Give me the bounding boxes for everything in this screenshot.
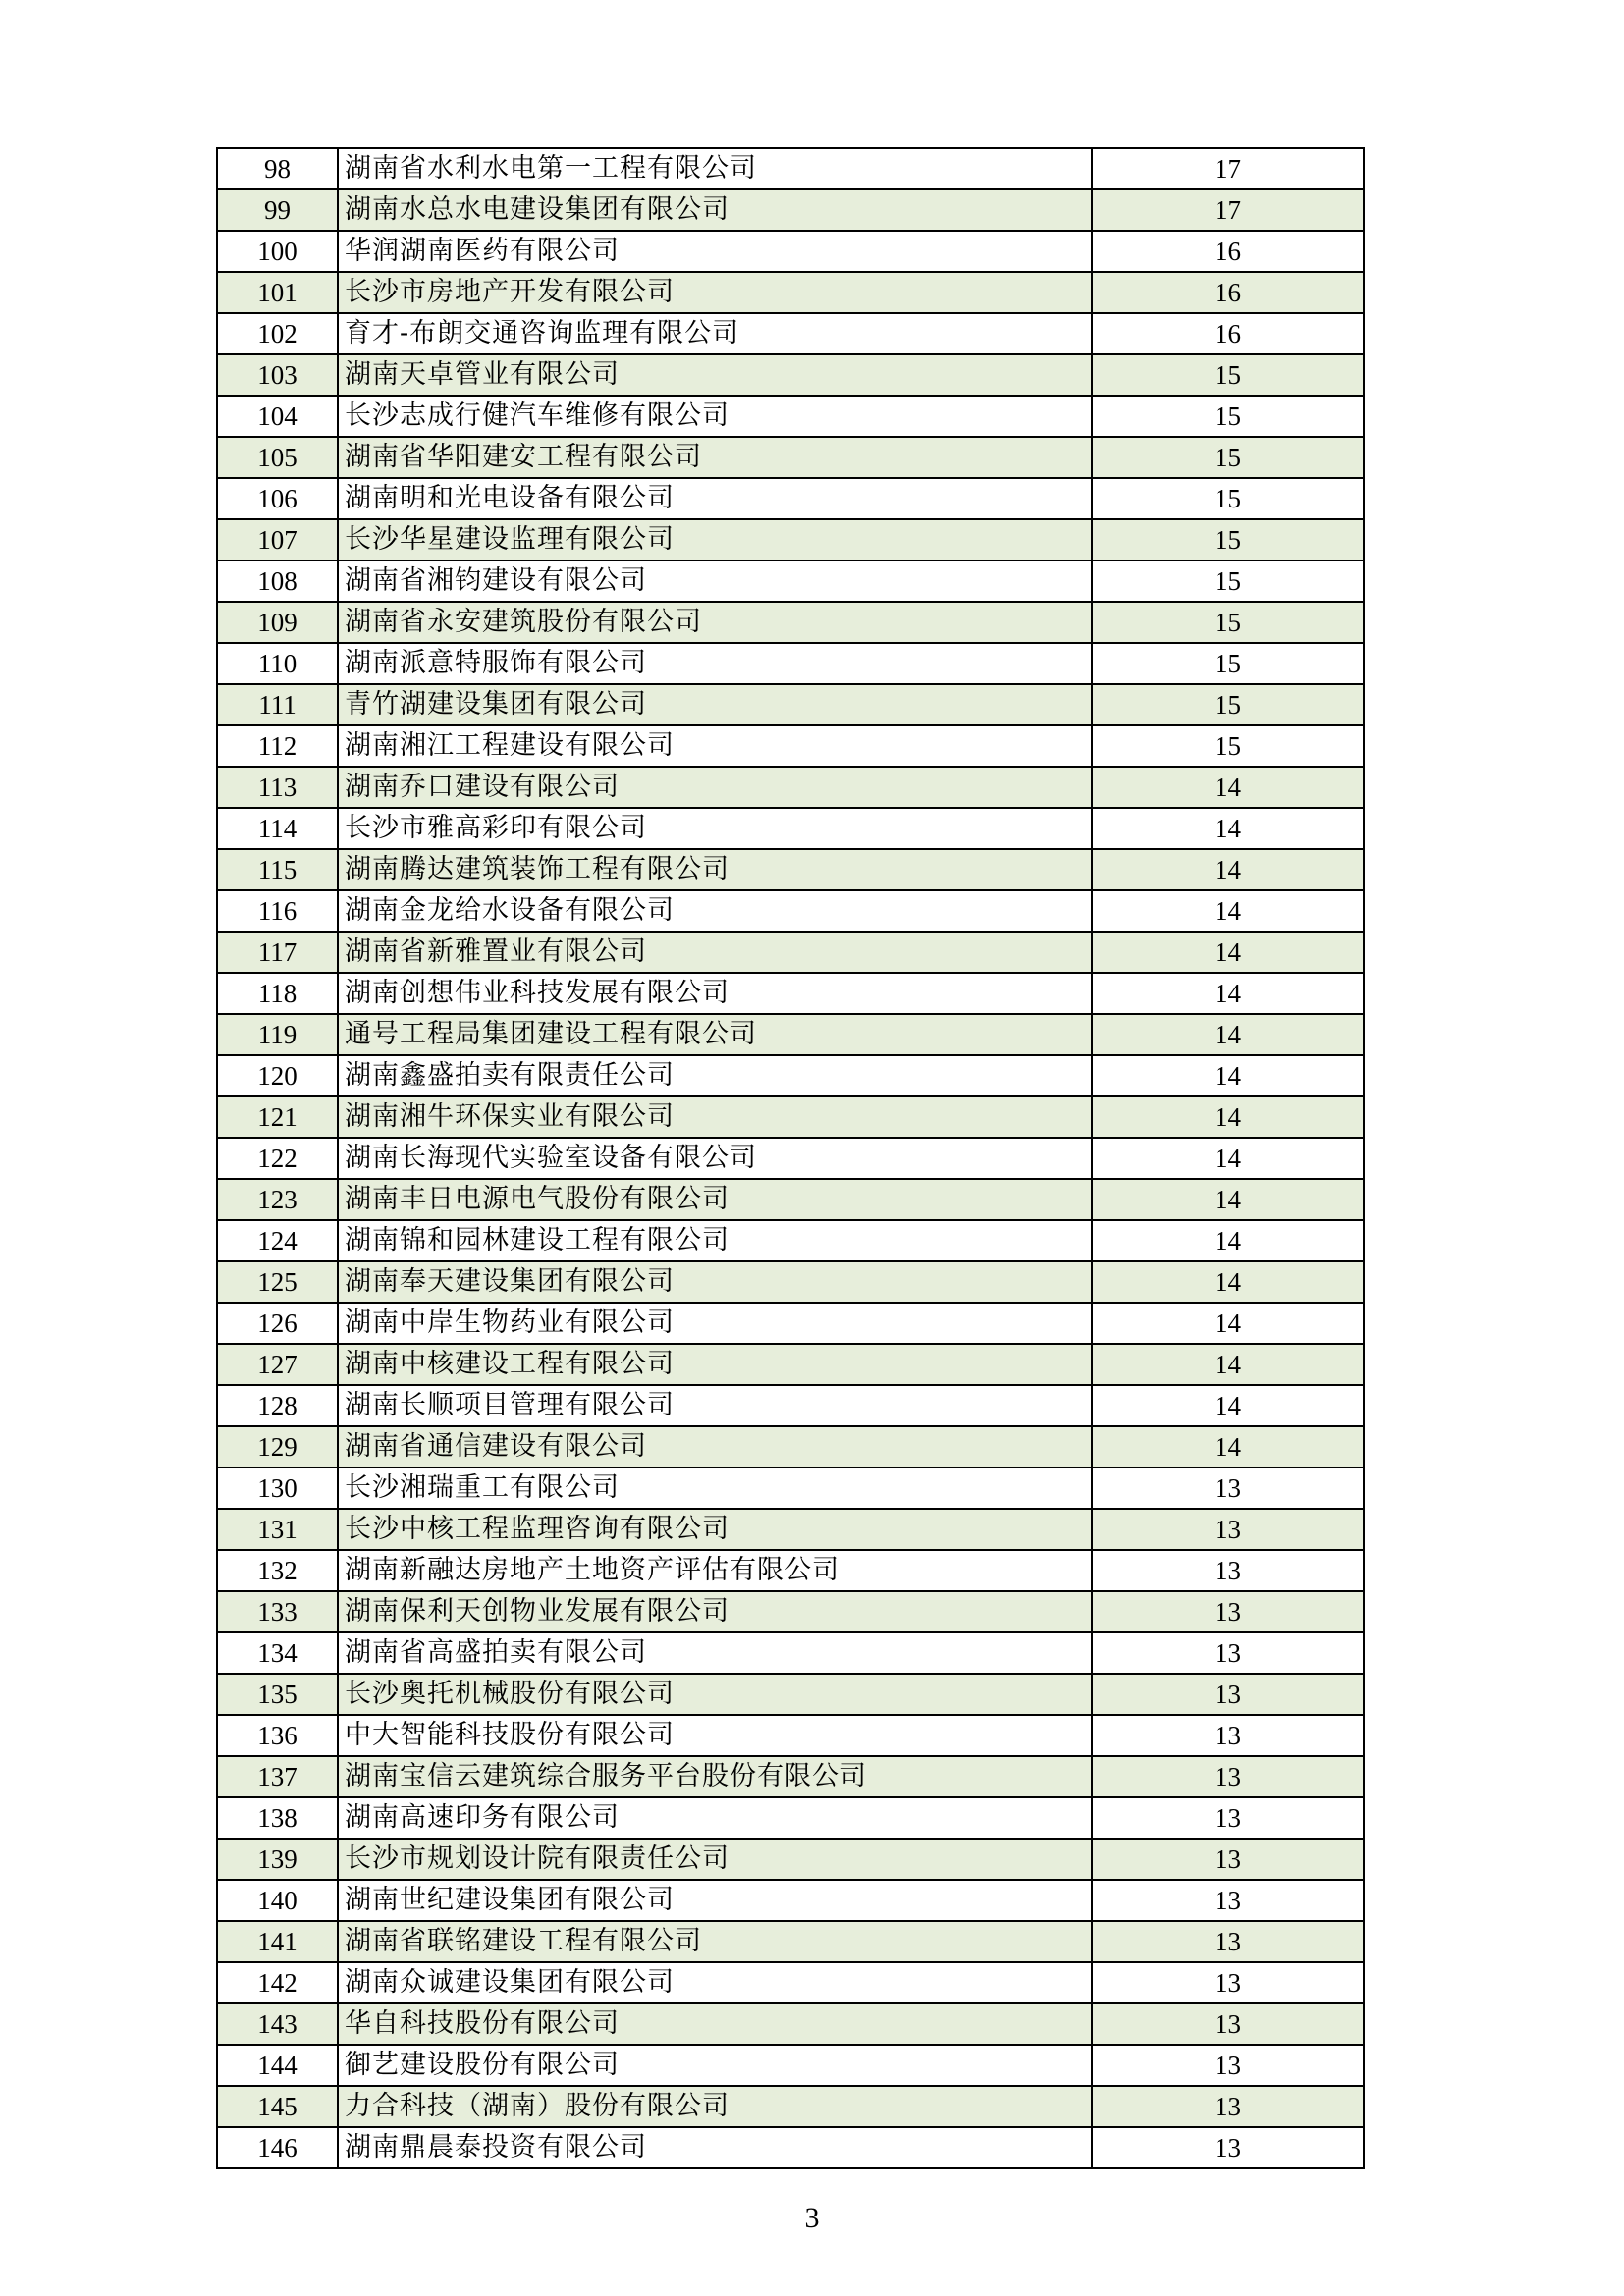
company-name-cell: 华自科技股份有限公司 <box>338 2003 1092 2045</box>
count-cell: 14 <box>1092 1261 1364 1303</box>
row-number-cell: 144 <box>217 2045 338 2086</box>
row-number-cell: 133 <box>217 1591 338 1632</box>
row-number-cell: 120 <box>217 1055 338 1096</box>
company-name-cell: 湖南腾达建筑装饰工程有限公司 <box>338 849 1092 890</box>
company-name-cell: 湖南天卓管业有限公司 <box>338 354 1092 396</box>
count-cell: 13 <box>1092 1921 1364 1962</box>
table-row <box>217 2086 1364 2127</box>
table-row <box>217 1014 1364 1055</box>
row-number-cell: 116 <box>217 890 338 932</box>
count-cell: 13 <box>1092 1797 1364 1839</box>
row-number-cell: 123 <box>217 1179 338 1220</box>
company-name-cell: 华润湖南医药有限公司 <box>338 231 1092 272</box>
row-number-cell: 122 <box>217 1138 338 1179</box>
table-row <box>217 849 1364 890</box>
company-name-cell: 御艺建设股份有限公司 <box>338 2045 1092 2086</box>
table-row <box>217 437 1364 478</box>
count-cell: 13 <box>1092 2045 1364 2086</box>
count-cell: 15 <box>1092 478 1364 519</box>
table-row <box>217 2127 1364 2168</box>
row-number-cell: 106 <box>217 478 338 519</box>
table-row <box>217 643 1364 684</box>
row-number-cell: 134 <box>217 1632 338 1674</box>
row-number-cell: 131 <box>217 1509 338 1550</box>
company-name-cell: 长沙湘瑞重工有限公司 <box>338 1468 1092 1509</box>
company-name-cell: 湖南鑫盛拍卖有限责任公司 <box>338 1055 1092 1096</box>
company-name-cell: 湖南创想伟业科技发展有限公司 <box>338 973 1092 1014</box>
company-name-cell: 湖南省水利水电第一工程有限公司 <box>338 148 1092 189</box>
table-row <box>217 2003 1364 2045</box>
row-number-cell: 142 <box>217 1962 338 2003</box>
row-number-cell: 119 <box>217 1014 338 1055</box>
company-name-cell: 长沙华星建设监理有限公司 <box>338 519 1092 561</box>
company-name-cell: 湖南省联铭建设工程有限公司 <box>338 1921 1092 1962</box>
count-cell: 14 <box>1092 1303 1364 1344</box>
table-row <box>217 561 1364 602</box>
company-name-cell: 湖南湘牛环保实业有限公司 <box>338 1096 1092 1138</box>
count-cell: 13 <box>1092 2127 1364 2168</box>
table-row <box>217 1426 1364 1468</box>
company-name-cell: 湖南新融达房地产土地资产评估有限公司 <box>338 1550 1092 1591</box>
company-name-cell: 湖南宝信云建筑综合服务平台股份有限公司 <box>338 1756 1092 1797</box>
company-name-cell: 湖南长顺项目管理有限公司 <box>338 1385 1092 1426</box>
company-name-cell: 湖南乔口建设有限公司 <box>338 767 1092 808</box>
count-cell: 13 <box>1092 1880 1364 1921</box>
company-name-cell: 湖南省通信建设有限公司 <box>338 1426 1092 1468</box>
table-row <box>217 1797 1364 1839</box>
company-name-cell: 湖南湘江工程建设有限公司 <box>338 725 1092 767</box>
count-cell: 13 <box>1092 1962 1364 2003</box>
row-number-cell: 112 <box>217 725 338 767</box>
row-number-cell: 117 <box>217 932 338 973</box>
count-cell: 13 <box>1092 1591 1364 1632</box>
company-name-cell: 湖南高速印务有限公司 <box>338 1797 1092 1839</box>
count-cell: 13 <box>1092 2086 1364 2127</box>
count-cell: 13 <box>1092 1468 1364 1509</box>
table-row <box>217 2045 1364 2086</box>
table-row <box>217 1261 1364 1303</box>
count-cell: 14 <box>1092 1055 1364 1096</box>
row-number-cell: 146 <box>217 2127 338 2168</box>
count-cell: 17 <box>1092 189 1364 231</box>
table-row <box>217 1303 1364 1344</box>
table-row <box>217 1055 1364 1096</box>
count-cell: 15 <box>1092 602 1364 643</box>
count-cell: 13 <box>1092 1715 1364 1756</box>
row-number-cell: 98 <box>217 148 338 189</box>
table-row <box>217 725 1364 767</box>
company-name-cell: 长沙奥托机械股份有限公司 <box>338 1674 1092 1715</box>
row-number-cell: 110 <box>217 643 338 684</box>
count-cell: 13 <box>1092 1839 1364 1880</box>
table-row <box>217 1344 1364 1385</box>
row-number-cell: 114 <box>217 808 338 849</box>
table-row <box>217 1921 1364 1962</box>
count-cell: 17 <box>1092 148 1364 189</box>
count-cell: 14 <box>1092 1344 1364 1385</box>
count-cell: 14 <box>1092 890 1364 932</box>
row-number-cell: 138 <box>217 1797 338 1839</box>
count-cell: 16 <box>1092 231 1364 272</box>
company-name-cell: 湖南众诚建设集团有限公司 <box>338 1962 1092 2003</box>
row-number-cell: 129 <box>217 1426 338 1468</box>
count-cell: 14 <box>1092 932 1364 973</box>
row-number-cell: 136 <box>217 1715 338 1756</box>
row-number-cell: 126 <box>217 1303 338 1344</box>
company-name-cell: 青竹湖建设集团有限公司 <box>338 684 1092 725</box>
table-row <box>217 1674 1364 1715</box>
company-name-cell: 湖南中岸生物药业有限公司 <box>338 1303 1092 1344</box>
table-row <box>217 189 1364 231</box>
company-name-cell: 湖南省高盛拍卖有限公司 <box>338 1632 1092 1674</box>
table-row <box>217 1385 1364 1426</box>
row-number-cell: 137 <box>217 1756 338 1797</box>
row-number-cell: 124 <box>217 1220 338 1261</box>
company-table-body <box>217 148 1364 2168</box>
company-name-cell: 湖南长海现代实验室设备有限公司 <box>338 1138 1092 1179</box>
count-cell: 14 <box>1092 973 1364 1014</box>
row-number-cell: 104 <box>217 396 338 437</box>
row-number-cell: 107 <box>217 519 338 561</box>
table-row <box>217 602 1364 643</box>
table-row <box>217 478 1364 519</box>
company-name-cell: 湖南派意特服饰有限公司 <box>338 643 1092 684</box>
company-table <box>216 147 1365 2169</box>
count-cell: 15 <box>1092 643 1364 684</box>
table-row <box>217 1138 1364 1179</box>
table-row <box>217 767 1364 808</box>
company-name-cell: 湖南保利天创物业发展有限公司 <box>338 1591 1092 1632</box>
table-row <box>217 932 1364 973</box>
company-name-cell: 长沙市房地产开发有限公司 <box>338 272 1092 313</box>
table-row <box>217 1179 1364 1220</box>
count-cell: 14 <box>1092 808 1364 849</box>
page-number: 3 <box>804 2202 820 2234</box>
company-name-cell: 湖南世纪建设集团有限公司 <box>338 1880 1092 1921</box>
company-name-cell: 湖南金龙给水设备有限公司 <box>338 890 1092 932</box>
company-name-cell: 湖南水总水电建设集团有限公司 <box>338 189 1092 231</box>
count-cell: 13 <box>1092 1509 1364 1550</box>
row-number-cell: 102 <box>217 313 338 354</box>
company-name-cell: 中大智能科技股份有限公司 <box>338 1715 1092 1756</box>
count-cell: 16 <box>1092 313 1364 354</box>
company-name-cell: 湖南鼎晨泰投资有限公司 <box>338 2127 1092 2168</box>
count-cell: 13 <box>1092 1674 1364 1715</box>
row-number-cell: 100 <box>217 231 338 272</box>
row-number-cell: 121 <box>217 1096 338 1138</box>
company-name-cell: 育才-布朗交通咨询监理有限公司 <box>338 313 1092 354</box>
row-number-cell: 103 <box>217 354 338 396</box>
row-number-cell: 113 <box>217 767 338 808</box>
company-name-cell: 长沙市规划设计院有限责任公司 <box>338 1839 1092 1880</box>
company-name-cell: 湖南锦和园林建设工程有限公司 <box>338 1220 1092 1261</box>
row-number-cell: 132 <box>217 1550 338 1591</box>
row-number-cell: 128 <box>217 1385 338 1426</box>
company-name-cell: 长沙市雅高彩印有限公司 <box>338 808 1092 849</box>
row-number-cell: 125 <box>217 1261 338 1303</box>
row-number-cell: 141 <box>217 1921 338 1962</box>
table-row <box>217 1096 1364 1138</box>
count-cell: 14 <box>1092 1220 1364 1261</box>
table-row <box>217 1591 1364 1632</box>
table-row <box>217 1468 1364 1509</box>
table-row <box>217 396 1364 437</box>
company-name-cell: 力合科技（湖南）股份有限公司 <box>338 2086 1092 2127</box>
count-cell: 15 <box>1092 561 1364 602</box>
company-name-cell: 湖南省永安建筑股份有限公司 <box>338 602 1092 643</box>
row-number-cell: 111 <box>217 684 338 725</box>
count-cell: 14 <box>1092 1138 1364 1179</box>
row-number-cell: 140 <box>217 1880 338 1921</box>
table-row <box>217 1962 1364 2003</box>
company-name-cell: 湖南省新雅置业有限公司 <box>338 932 1092 973</box>
row-number-cell: 108 <box>217 561 338 602</box>
count-cell: 14 <box>1092 849 1364 890</box>
count-cell: 16 <box>1092 272 1364 313</box>
table-row <box>217 148 1364 189</box>
row-number-cell: 105 <box>217 437 338 478</box>
count-cell: 15 <box>1092 354 1364 396</box>
table-row <box>217 890 1364 932</box>
count-cell: 13 <box>1092 1550 1364 1591</box>
table-row <box>217 1509 1364 1550</box>
table-row <box>217 354 1364 396</box>
table-row <box>217 973 1364 1014</box>
company-name-cell: 湖南中核建设工程有限公司 <box>338 1344 1092 1385</box>
company-name-cell: 湖南省华阳建安工程有限公司 <box>338 437 1092 478</box>
company-name-cell: 湖南奉天建设集团有限公司 <box>338 1261 1092 1303</box>
count-cell: 14 <box>1092 1426 1364 1468</box>
row-number-cell: 135 <box>217 1674 338 1715</box>
count-cell: 15 <box>1092 725 1364 767</box>
row-number-cell: 118 <box>217 973 338 1014</box>
table-row <box>217 519 1364 561</box>
company-name-cell: 长沙中核工程监理咨询有限公司 <box>338 1509 1092 1550</box>
table-row <box>217 1550 1364 1591</box>
count-cell: 13 <box>1092 1632 1364 1674</box>
company-name-cell: 长沙志成行健汽车维修有限公司 <box>338 396 1092 437</box>
table-row <box>217 1715 1364 1756</box>
count-cell: 15 <box>1092 519 1364 561</box>
row-number-cell: 130 <box>217 1468 338 1509</box>
count-cell: 13 <box>1092 1756 1364 1797</box>
company-name-cell: 通号工程局集团建设工程有限公司 <box>338 1014 1092 1055</box>
count-cell: 14 <box>1092 1096 1364 1138</box>
count-cell: 14 <box>1092 1179 1364 1220</box>
row-number-cell: 143 <box>217 2003 338 2045</box>
company-name-cell: 湖南明和光电设备有限公司 <box>338 478 1092 519</box>
table-row <box>217 1880 1364 1921</box>
company-name-cell: 湖南丰日电源电气股份有限公司 <box>338 1179 1092 1220</box>
table-row <box>217 1632 1364 1674</box>
row-number-cell: 101 <box>217 272 338 313</box>
table-row <box>217 313 1364 354</box>
table-row <box>217 808 1364 849</box>
company-name-cell: 湖南省湘钧建设有限公司 <box>338 561 1092 602</box>
row-number-cell: 109 <box>217 602 338 643</box>
count-cell: 15 <box>1092 437 1364 478</box>
count-cell: 14 <box>1092 1014 1364 1055</box>
row-number-cell: 145 <box>217 2086 338 2127</box>
row-number-cell: 115 <box>217 849 338 890</box>
count-cell: 14 <box>1092 1385 1364 1426</box>
count-cell: 14 <box>1092 767 1364 808</box>
count-cell: 15 <box>1092 396 1364 437</box>
table-row <box>217 1839 1364 1880</box>
row-number-cell: 99 <box>217 189 338 231</box>
table-row <box>217 1220 1364 1261</box>
table-row <box>217 272 1364 313</box>
table-row <box>217 231 1364 272</box>
table-row <box>217 1756 1364 1797</box>
row-number-cell: 127 <box>217 1344 338 1385</box>
count-cell: 13 <box>1092 2003 1364 2045</box>
count-cell: 15 <box>1092 684 1364 725</box>
row-number-cell: 139 <box>217 1839 338 1880</box>
table-row <box>217 684 1364 725</box>
